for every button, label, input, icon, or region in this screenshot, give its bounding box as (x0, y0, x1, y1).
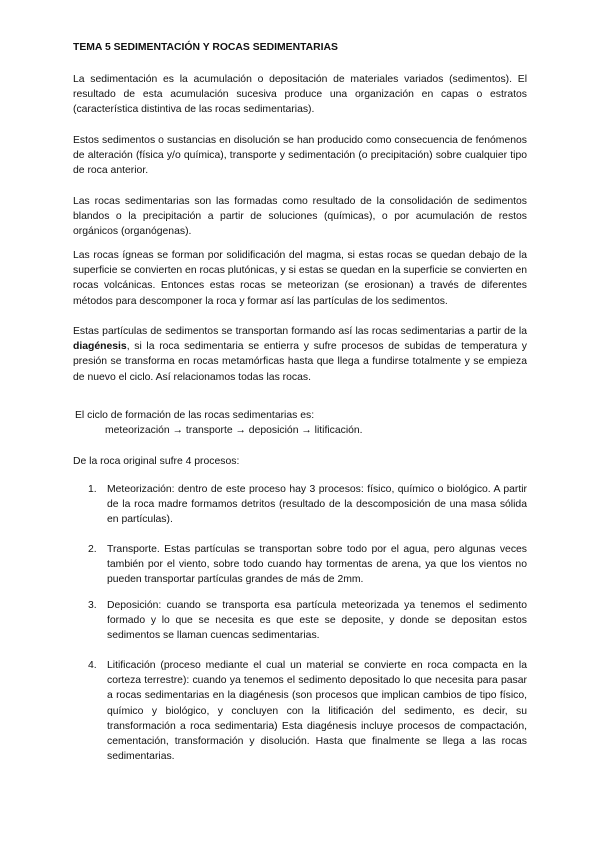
paragraph-diagenesis (73, 324, 527, 385)
list-item-number: 4. (88, 660, 97, 671)
paragraph-sedimentary-rocks: Las rocas sedimentarias son las formadas como resultado de la consolidación de sedimentos blandos o la precipitación a partir de soluciones (químicas), o por acumulación de restos orgánicos (organógenas). (73, 196, 527, 238)
paragraph-igneous-rocks: Las rocas ígneas se forman por solidificación del magma, si estas rocas se quedan debajo de la superficie se convierten en rocas plutónicas, y si estas se quedan en la superficie se convierten en rocas volcánicas. Entonces estas rocas se meteorizan (se erosionan) a través de diferentes métodos para descomponer la roca y formar así las partículas de los sedimentos. (73, 250, 527, 307)
list-item-number: 1. (88, 484, 97, 495)
list-item-number: 3. (88, 600, 97, 611)
diagenesis-term: diagénesis (73, 341, 127, 353)
list-item-text: Meteorización: dentro de este proceso hay 3 procesos: físico, químico o biológico. A partir de la roca madre formamos detritos (resultado de la descomposición de una masa sólida en partículas). (107, 484, 527, 526)
list-item-number: 2. (88, 544, 97, 555)
list-item-text: Transporte. Estas partículas se transportan sobre todo por el agua, pero algunas veces también por el viento, sobre todo cuando hay tormentas de arena, ya que los vientos no pueden transportar partículas grandes de más de 2mm. (107, 544, 527, 586)
paragraph-sediments-origin: Estos sedimentos o sustancias en disolución se han producido como consecuencia de fenómenos de alteración (física y/o química), transporte y sedimentación (o precipitación) sobre cualquier tipo de roca anterior. (73, 135, 527, 177)
cycle-intro: El ciclo de formación de las rocas sedimentarias es: (75, 410, 315, 421)
diagenesis-text-after: , si la roca sedimentaria se entierra y sufre procesos de subidas de temperatura y presión se transforma en rocas metamórficas hasta que llega a fundirse totalmente y se empieza de nuevo el ciclo. Así relacionamos todas las rocas. (73, 341, 527, 383)
list-item-text: Litificación (proceso mediante el cual un material se convierte en roca compacta en la corteza terrestre): cuando ya tenemos el sedimento depositado lo que necesita para pasar a rocas sedimentarias en la diagénesis (son procesos que implican cambios de tipo físico, químico y biológico, y concluyen con la litificación del sedimento, es decir, su transformación a roca sedimentaria) Esta diagénesis incluye procesos de compactación, cementación, transformación y disolución. Hasta que finalmente se llega a las rocas sedimentarias. (107, 660, 527, 763)
list-item-text: Deposición: cuando se transporta esa partícula meteorizada ya tenemos el sedimento formado y lo que se necesita es que este se deposite, y donde se depositan estos sedimentos se llaman cuencas sedimentarias. (107, 600, 527, 642)
process-list-intro: De la roca original sufre 4 procesos: (73, 456, 240, 467)
cycle-sequence: meteorización → transporte → deposición → litificación. (105, 425, 363, 436)
document-title: TEMA 5 SEDIMENTACIÓN Y ROCAS SEDIMENTARIAS (73, 42, 338, 53)
paragraph-sedimentation: La sedimentación es la acumulación o depositación de materiales variados (sedimentos). El resultado de esta acumulación sucesiva produce una organización en capas o estratos (característica distintiva de las rocas sedimentarias). (73, 74, 527, 116)
diagenesis-text-before: Estas partículas de sedimentos se transportan formando así las rocas sedimentarias a partir de la (73, 326, 527, 337)
